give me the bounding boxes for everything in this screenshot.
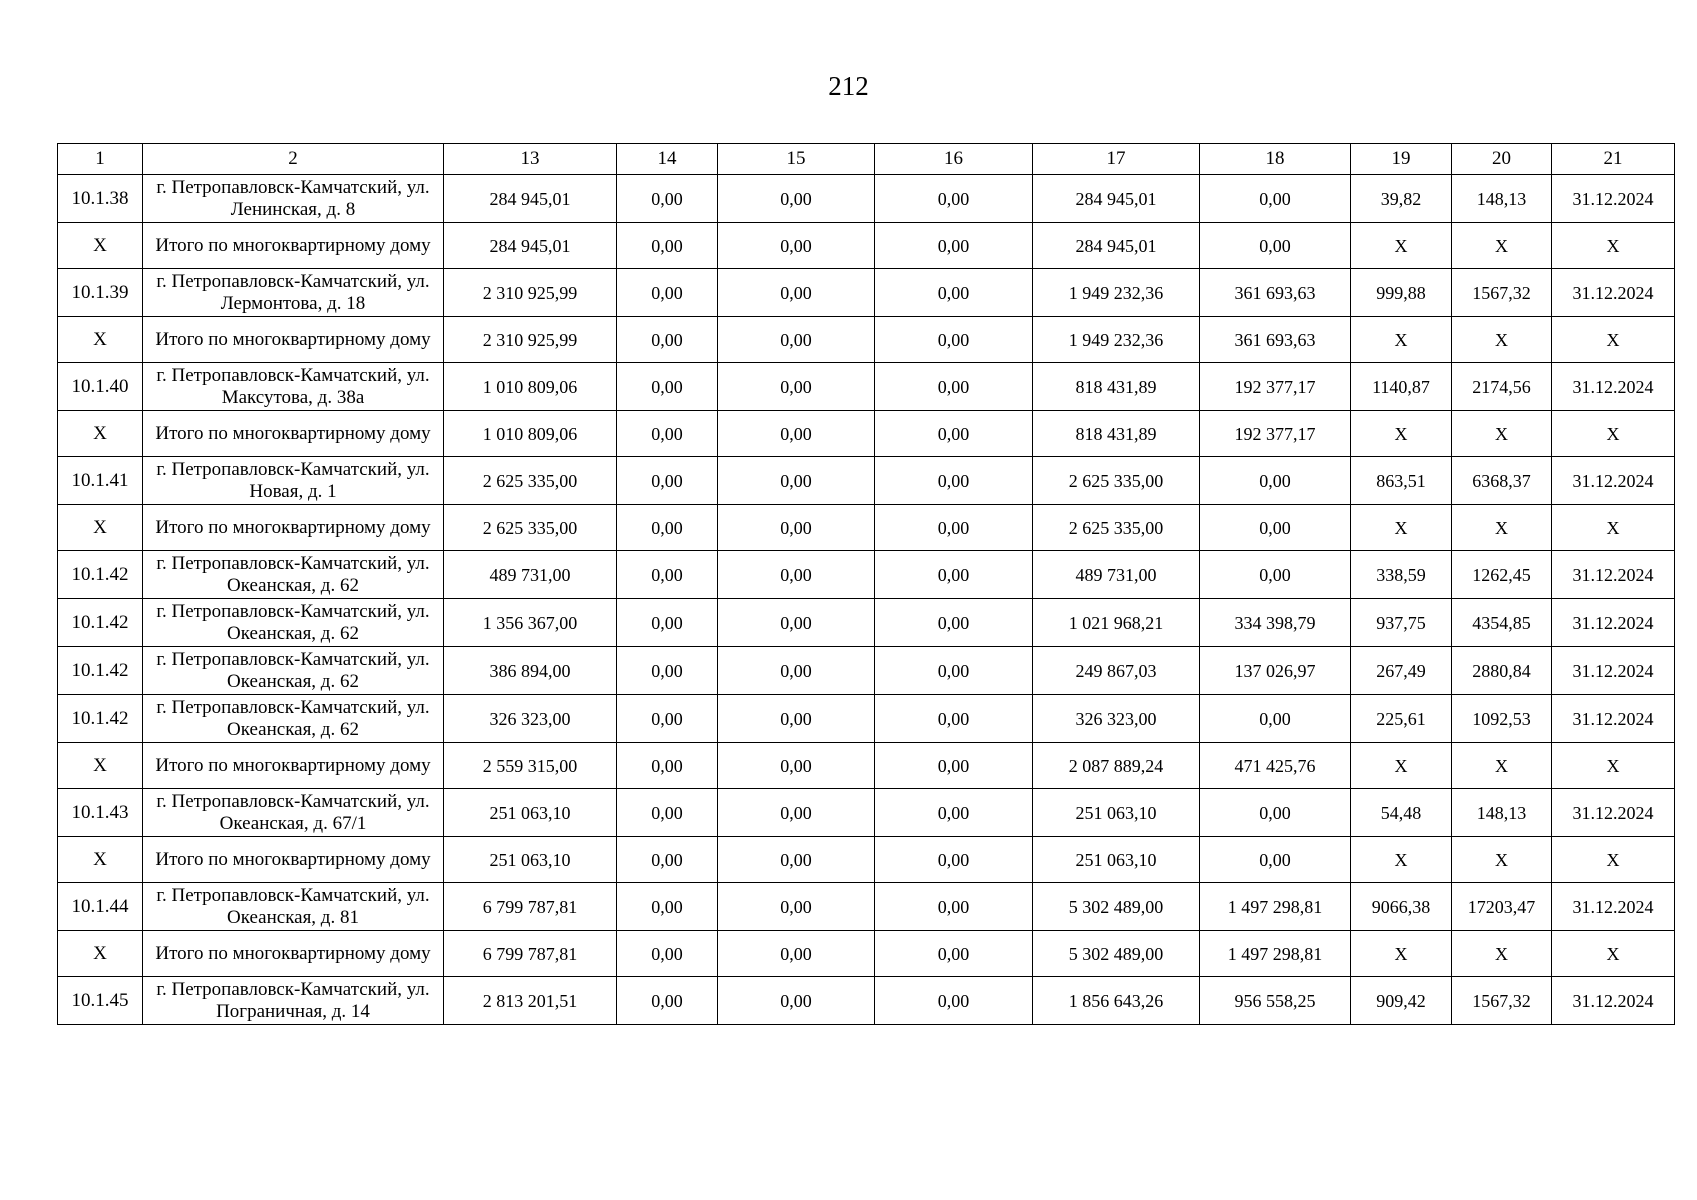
table-cell: 0,00 bbox=[718, 837, 875, 883]
row-number-cell: 10.1.42 bbox=[58, 551, 143, 599]
row-marker-cell: Х bbox=[58, 837, 143, 883]
column-header: 2 bbox=[143, 144, 444, 175]
table-cell: 0,00 bbox=[875, 743, 1033, 789]
column-header: 18 bbox=[1200, 144, 1351, 175]
table-cell: 249 867,03 bbox=[1033, 647, 1200, 695]
table-cell: Х bbox=[1452, 837, 1552, 883]
table-cell: 0,00 bbox=[718, 599, 875, 647]
table-cell: 818 431,89 bbox=[1033, 363, 1200, 411]
table-cell: 284 945,01 bbox=[444, 223, 617, 269]
table-cell: Х bbox=[1552, 317, 1675, 363]
table-cell: 4354,85 bbox=[1452, 599, 1552, 647]
table-cell: 361 693,63 bbox=[1200, 317, 1351, 363]
table-cell: 1 010 809,06 bbox=[444, 363, 617, 411]
table-cell: 1567,32 bbox=[1452, 269, 1552, 317]
table-cell: 0,00 bbox=[718, 411, 875, 457]
table-cell: 0,00 bbox=[718, 743, 875, 789]
column-header: 21 bbox=[1552, 144, 1675, 175]
column-header: 16 bbox=[875, 144, 1033, 175]
row-marker-cell: Х bbox=[58, 411, 143, 457]
table-cell: 31.12.2024 bbox=[1552, 269, 1675, 317]
row-marker-cell: Х bbox=[58, 505, 143, 551]
total-row bbox=[58, 317, 1675, 363]
table-cell: 0,00 bbox=[617, 551, 718, 599]
address-cell: г. Петропавловск-Камчатский, ул. Океанская, д. 67/1 bbox=[143, 789, 444, 837]
table-cell: Х bbox=[1552, 411, 1675, 457]
table-cell: 0,00 bbox=[617, 977, 718, 1025]
table-cell: 0,00 bbox=[1200, 551, 1351, 599]
table-cell: 937,75 bbox=[1351, 599, 1452, 647]
total-row bbox=[58, 411, 1675, 457]
table-cell: 0,00 bbox=[718, 223, 875, 269]
table-cell: 0,00 bbox=[617, 789, 718, 837]
address-cell: г. Петропавловск-Камчатский, ул. Пограничная, д. 14 bbox=[143, 977, 444, 1025]
table-cell: 0,00 bbox=[875, 789, 1033, 837]
table-cell: 1262,45 bbox=[1452, 551, 1552, 599]
address-cell: г. Петропавловск-Камчатский, ул. Новая, д. 1 bbox=[143, 457, 444, 505]
table-cell: 818 431,89 bbox=[1033, 411, 1200, 457]
address-cell: г. Петропавловск-Камчатский, ул. Океанская, д. 62 bbox=[143, 599, 444, 647]
table-row bbox=[58, 599, 1675, 647]
table-row bbox=[58, 883, 1675, 931]
table-row bbox=[58, 647, 1675, 695]
table-cell: 31.12.2024 bbox=[1552, 457, 1675, 505]
table-cell: Х bbox=[1452, 223, 1552, 269]
table-cell: 0,00 bbox=[617, 411, 718, 457]
table-cell: 0,00 bbox=[617, 269, 718, 317]
table-cell: 0,00 bbox=[718, 269, 875, 317]
table-cell: Х bbox=[1351, 931, 1452, 977]
table-cell: 0,00 bbox=[718, 647, 875, 695]
column-header: 13 bbox=[444, 144, 617, 175]
table-cell: 284 945,01 bbox=[1033, 223, 1200, 269]
table-row bbox=[58, 175, 1675, 223]
table-cell: 1 497 298,81 bbox=[1200, 931, 1351, 977]
table-cell: 251 063,10 bbox=[444, 789, 617, 837]
table-row bbox=[58, 977, 1675, 1025]
table-cell: 0,00 bbox=[875, 317, 1033, 363]
table-cell: 909,42 bbox=[1351, 977, 1452, 1025]
table-cell: 0,00 bbox=[718, 695, 875, 743]
table-cell: 284 945,01 bbox=[1033, 175, 1200, 223]
table-cell: 1 949 232,36 bbox=[1033, 269, 1200, 317]
total-row bbox=[58, 743, 1675, 789]
table-cell: 31.12.2024 bbox=[1552, 883, 1675, 931]
table-cell: 54,48 bbox=[1351, 789, 1452, 837]
table-cell: 5 302 489,00 bbox=[1033, 931, 1200, 977]
table-cell: 0,00 bbox=[617, 883, 718, 931]
row-number-cell: 10.1.38 bbox=[58, 175, 143, 223]
table-cell: 0,00 bbox=[1200, 837, 1351, 883]
table-cell: 2 310 925,99 bbox=[444, 269, 617, 317]
table-cell: Х bbox=[1552, 505, 1675, 551]
table-row bbox=[58, 269, 1675, 317]
total-row bbox=[58, 931, 1675, 977]
table-cell: 0,00 bbox=[617, 317, 718, 363]
table-cell: 2 625 335,00 bbox=[1033, 505, 1200, 551]
table-row bbox=[58, 363, 1675, 411]
row-number-cell: 10.1.44 bbox=[58, 883, 143, 931]
table-cell: 0,00 bbox=[617, 743, 718, 789]
table-cell: 0,00 bbox=[875, 837, 1033, 883]
table-cell: 9066,38 bbox=[1351, 883, 1452, 931]
total-row bbox=[58, 505, 1675, 551]
table-cell: 2 559 315,00 bbox=[444, 743, 617, 789]
table-cell: 284 945,01 bbox=[444, 175, 617, 223]
table-cell: 0,00 bbox=[875, 223, 1033, 269]
table-cell: Х bbox=[1351, 837, 1452, 883]
table-cell: 0,00 bbox=[617, 599, 718, 647]
table-cell: 0,00 bbox=[875, 457, 1033, 505]
table-cell: Х bbox=[1452, 317, 1552, 363]
table-cell: 0,00 bbox=[875, 647, 1033, 695]
table-cell: 5 302 489,00 bbox=[1033, 883, 1200, 931]
table-cell: 489 731,00 bbox=[1033, 551, 1200, 599]
table-cell: 192 377,17 bbox=[1200, 411, 1351, 457]
table-cell: 148,13 bbox=[1452, 789, 1552, 837]
row-number-cell: 10.1.45 bbox=[58, 977, 143, 1025]
table-cell: 0,00 bbox=[718, 317, 875, 363]
table-cell: 326 323,00 bbox=[1033, 695, 1200, 743]
table-cell: 31.12.2024 bbox=[1552, 599, 1675, 647]
table-cell: Х bbox=[1452, 411, 1552, 457]
table-cell: 1140,87 bbox=[1351, 363, 1452, 411]
table-cell: 0,00 bbox=[718, 883, 875, 931]
row-number-cell: 10.1.42 bbox=[58, 647, 143, 695]
column-header: 17 bbox=[1033, 144, 1200, 175]
table-cell: 0,00 bbox=[875, 883, 1033, 931]
table-cell: 0,00 bbox=[617, 505, 718, 551]
table-cell: 31.12.2024 bbox=[1552, 789, 1675, 837]
row-marker-cell: Х bbox=[58, 743, 143, 789]
table-cell: 0,00 bbox=[1200, 789, 1351, 837]
total-row bbox=[58, 837, 1675, 883]
table-cell: 6 799 787,81 bbox=[444, 931, 617, 977]
table-cell: 0,00 bbox=[875, 599, 1033, 647]
table-cell: 225,61 bbox=[1351, 695, 1452, 743]
table-cell: 2 625 335,00 bbox=[444, 457, 617, 505]
table-cell: 0,00 bbox=[718, 789, 875, 837]
total-row bbox=[58, 223, 1675, 269]
table-cell: 2174,56 bbox=[1452, 363, 1552, 411]
table-cell: 1 856 643,26 bbox=[1033, 977, 1200, 1025]
row-marker-cell: Х bbox=[58, 223, 143, 269]
address-cell: Итого по многоквартирному дому bbox=[143, 837, 444, 883]
table-cell: Х bbox=[1351, 223, 1452, 269]
table-cell: 6368,37 bbox=[1452, 457, 1552, 505]
table-cell: 0,00 bbox=[718, 551, 875, 599]
address-cell: г. Петропавловск-Камчатский, ул. Океанская, д. 62 bbox=[143, 695, 444, 743]
address-cell: г. Петропавловск-Камчатский, ул. Океанская, д. 62 bbox=[143, 551, 444, 599]
table-cell: 1092,53 bbox=[1452, 695, 1552, 743]
table-cell: Х bbox=[1351, 743, 1452, 789]
table-cell: 471 425,76 bbox=[1200, 743, 1351, 789]
address-cell: г. Петропавловск-Камчатский, ул. Океанская, д. 62 bbox=[143, 647, 444, 695]
table-cell: 1 010 809,06 bbox=[444, 411, 617, 457]
table-cell: Х bbox=[1552, 837, 1675, 883]
table-cell: Х bbox=[1552, 743, 1675, 789]
table-cell: 192 377,17 bbox=[1200, 363, 1351, 411]
column-header: 15 bbox=[718, 144, 875, 175]
table-cell: 6 799 787,81 bbox=[444, 883, 617, 931]
address-cell: г. Петропавловск-Камчатский, ул. Ленинская, д. 8 bbox=[143, 175, 444, 223]
address-cell: Итого по многоквартирному дому bbox=[143, 931, 444, 977]
table-cell: 0,00 bbox=[617, 363, 718, 411]
table-cell: 334 398,79 bbox=[1200, 599, 1351, 647]
table-cell: 956 558,25 bbox=[1200, 977, 1351, 1025]
table-cell: 999,88 bbox=[1351, 269, 1452, 317]
table-cell: 2 310 925,99 bbox=[444, 317, 617, 363]
table-body bbox=[58, 175, 1675, 1025]
table-cell: 0,00 bbox=[718, 457, 875, 505]
row-number-cell: 10.1.40 bbox=[58, 363, 143, 411]
table-cell: 0,00 bbox=[617, 695, 718, 743]
table-cell: 31.12.2024 bbox=[1552, 551, 1675, 599]
table-cell: 386 894,00 bbox=[444, 647, 617, 695]
address-cell: Итого по многоквартирному дому bbox=[143, 317, 444, 363]
column-header: 14 bbox=[617, 144, 718, 175]
table-cell: 0,00 bbox=[617, 175, 718, 223]
table-cell: 0,00 bbox=[1200, 223, 1351, 269]
table-cell: 0,00 bbox=[1200, 175, 1351, 223]
table-cell: 2 625 335,00 bbox=[1033, 457, 1200, 505]
row-number-cell: 10.1.43 bbox=[58, 789, 143, 837]
table-cell: 39,82 bbox=[1351, 175, 1452, 223]
table-cell: 0,00 bbox=[875, 363, 1033, 411]
data-table bbox=[57, 143, 1675, 1025]
table-cell: 31.12.2024 bbox=[1552, 977, 1675, 1025]
table-cell: 338,59 bbox=[1351, 551, 1452, 599]
table-cell: Х bbox=[1351, 411, 1452, 457]
table-cell: 1 021 968,21 bbox=[1033, 599, 1200, 647]
table-cell: 0,00 bbox=[875, 977, 1033, 1025]
table-cell: 31.12.2024 bbox=[1552, 363, 1675, 411]
table-cell: 489 731,00 bbox=[444, 551, 617, 599]
table-cell: 267,49 bbox=[1351, 647, 1452, 695]
address-cell: Итого по многоквартирному дому bbox=[143, 223, 444, 269]
table-cell: 0,00 bbox=[875, 269, 1033, 317]
table-cell: 0,00 bbox=[617, 837, 718, 883]
table-cell: 0,00 bbox=[1200, 505, 1351, 551]
column-header: 1 bbox=[58, 144, 143, 175]
table-cell: 0,00 bbox=[718, 363, 875, 411]
table-row bbox=[58, 789, 1675, 837]
row-marker-cell: Х bbox=[58, 317, 143, 363]
table-cell: 0,00 bbox=[718, 505, 875, 551]
table-cell: 1567,32 bbox=[1452, 977, 1552, 1025]
table-cell: 17203,47 bbox=[1452, 883, 1552, 931]
column-header: 20 bbox=[1452, 144, 1552, 175]
table-cell: 0,00 bbox=[875, 411, 1033, 457]
table-cell: 0,00 bbox=[617, 223, 718, 269]
row-number-cell: 10.1.42 bbox=[58, 599, 143, 647]
table-cell: 0,00 bbox=[1200, 457, 1351, 505]
address-cell: г. Петропавловск-Камчатский, ул. Максутова, д. 38а bbox=[143, 363, 444, 411]
table-cell: 2 625 335,00 bbox=[444, 505, 617, 551]
row-number-cell: 10.1.42 bbox=[58, 695, 143, 743]
table-cell: 0,00 bbox=[617, 931, 718, 977]
address-cell: Итого по многоквартирному дому bbox=[143, 411, 444, 457]
table-cell: 148,13 bbox=[1452, 175, 1552, 223]
table-cell: 0,00 bbox=[875, 695, 1033, 743]
table-cell: 863,51 bbox=[1351, 457, 1452, 505]
table-cell: 326 323,00 bbox=[444, 695, 617, 743]
table-cell: 1 356 367,00 bbox=[444, 599, 617, 647]
table-cell: 31.12.2024 bbox=[1552, 647, 1675, 695]
table-header-row bbox=[58, 144, 1675, 175]
address-cell: Итого по многоквартирному дому bbox=[143, 743, 444, 789]
address-cell: г. Петропавловск-Камчатский, ул. Лермонтова, д. 18 bbox=[143, 269, 444, 317]
table-cell: 31.12.2024 bbox=[1552, 175, 1675, 223]
table-cell: 361 693,63 bbox=[1200, 269, 1351, 317]
table-cell: 2 813 201,51 bbox=[444, 977, 617, 1025]
table-cell: 0,00 bbox=[617, 647, 718, 695]
table-cell: 251 063,10 bbox=[1033, 789, 1200, 837]
table-cell: Х bbox=[1351, 317, 1452, 363]
table-cell: 251 063,10 bbox=[444, 837, 617, 883]
row-marker-cell: Х bbox=[58, 931, 143, 977]
row-number-cell: 10.1.39 bbox=[58, 269, 143, 317]
address-cell: Итого по многоквартирному дому bbox=[143, 505, 444, 551]
table-row bbox=[58, 457, 1675, 505]
table-cell: Х bbox=[1351, 505, 1452, 551]
table-row bbox=[58, 551, 1675, 599]
table-cell: 0,00 bbox=[1200, 695, 1351, 743]
table-cell: 31.12.2024 bbox=[1552, 695, 1675, 743]
table-cell: 0,00 bbox=[718, 175, 875, 223]
table-cell: 0,00 bbox=[875, 505, 1033, 551]
table-row bbox=[58, 695, 1675, 743]
table-cell: 0,00 bbox=[875, 551, 1033, 599]
address-cell: г. Петропавловск-Камчатский, ул. Океанская, д. 81 bbox=[143, 883, 444, 931]
table-cell: Х bbox=[1452, 505, 1552, 551]
row-number-cell: 10.1.41 bbox=[58, 457, 143, 505]
table-cell: 0,00 bbox=[875, 931, 1033, 977]
table-cell: 0,00 bbox=[875, 175, 1033, 223]
table-cell: 0,00 bbox=[718, 977, 875, 1025]
table-cell: 2 087 889,24 bbox=[1033, 743, 1200, 789]
table-cell: 251 063,10 bbox=[1033, 837, 1200, 883]
table-cell: 0,00 bbox=[617, 457, 718, 505]
table-cell: 1 497 298,81 bbox=[1200, 883, 1351, 931]
table-cell: 137 026,97 bbox=[1200, 647, 1351, 695]
table-cell: Х bbox=[1552, 931, 1675, 977]
table-cell: 0,00 bbox=[718, 931, 875, 977]
table-cell: Х bbox=[1552, 223, 1675, 269]
table-cell: Х bbox=[1452, 931, 1552, 977]
column-header: 19 bbox=[1351, 144, 1452, 175]
table-cell: 1 949 232,36 bbox=[1033, 317, 1200, 363]
table-cell: Х bbox=[1452, 743, 1552, 789]
table-cell: 2880,84 bbox=[1452, 647, 1552, 695]
page-number: 212 bbox=[828, 71, 869, 101]
